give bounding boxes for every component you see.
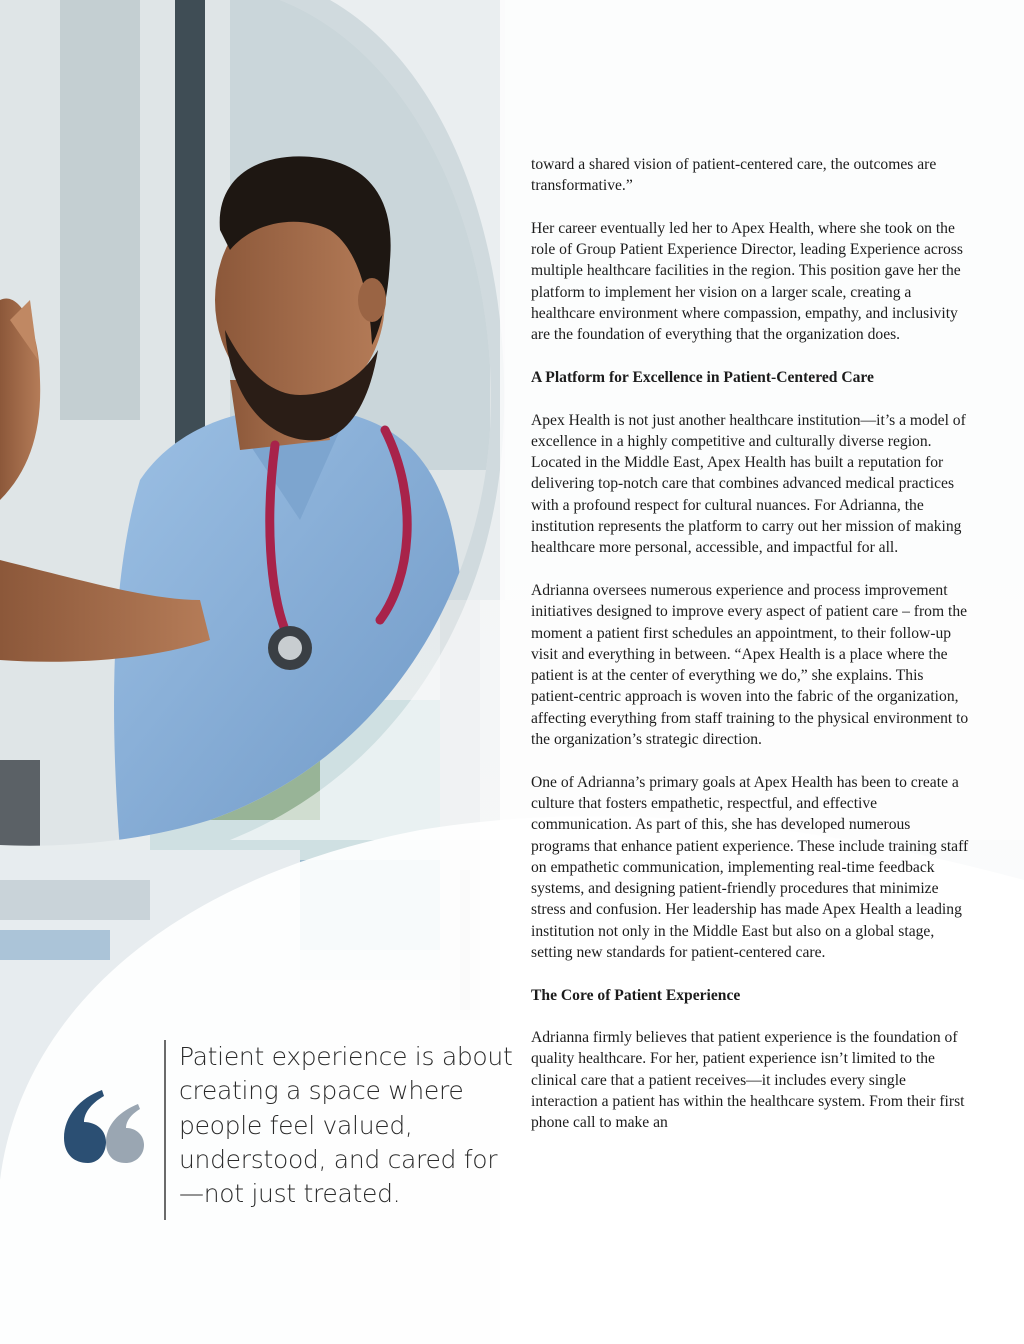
pull-quote-text: Patient experience is about creating a space where people feel valued, understood, and cared for—not just treated. (179, 1042, 513, 1209)
article-body (531, 154, 971, 1155)
article-paragraph: toward a shared vision of patient-centered care, the outcomes are transformative.” (531, 156, 937, 195)
quote-divider (164, 1040, 166, 1220)
section-heading: A Platform for Excellence in Patient-Centered Care (531, 368, 874, 386)
quote-mark-icon (60, 1078, 150, 1168)
pull-quote (60, 1040, 520, 1220)
article-paragraph: One of Adrianna’s primary goals at Apex Health has been to create a culture that fosters empathetic, respectful, and effective communication. As part of this, she has developed numerous programs that enhance patient experience. These include training staff on empathetic communication, implementing real-time feedback systems, and designing patient-friendly procedures that minimize stress and confusion. Her leadership has made Apex Health a leading institution not only in the Middle East but also on a global stage, setting new standards for patient-centered care. (531, 773, 969, 961)
article-paragraph: Adrianna firmly believes that patient experience is the foundation of quality healthcare. For her, patient experience isn’t limited to the clinical care that a patient receives—it includes every single interaction a patient has within the healthcare system. From their first phone call to make an (531, 1029, 965, 1132)
article-paragraph: Her career eventually led her to Apex Health, where she took on the role of Group Patient Experience Director, leading Experience across multiple healthcare facilities in the region. This position gave her the platform to implement her vision on a larger scale, creating a healthcare environment where compassion, empathy, and inclusivity are the foundation of everything that the organization does. (531, 219, 963, 344)
article-paragraph: Apex Health is not just another healthcare institution—it’s a model of excellence in a highly competitive and culturally diverse region. Located in the Middle East, Apex Health has built a reputation for delivering top-notch care that combines advanced medical practices with a profound respect for cultural nuances. For Adrianna, the institution represents the platform to carry out her mission of making healthcare more personal, accessible, and impactful for all. (531, 411, 966, 557)
article-paragraph: Adrianna oversees numerous experience and process improvement initiatives designed to improve every aspect of patient care – from the moment a patient first schedules an appointment, to their follow-up visit and everything in between. “Apex Health is a place where the patient is at the center of everything we do,” she explains. This patient-centric approach is woven into the fabric of the organization, affecting everything from staff training to the physical environment to the organization’s strategic direction. (531, 581, 969, 749)
section-heading: The Core of Patient Experience (531, 986, 741, 1004)
